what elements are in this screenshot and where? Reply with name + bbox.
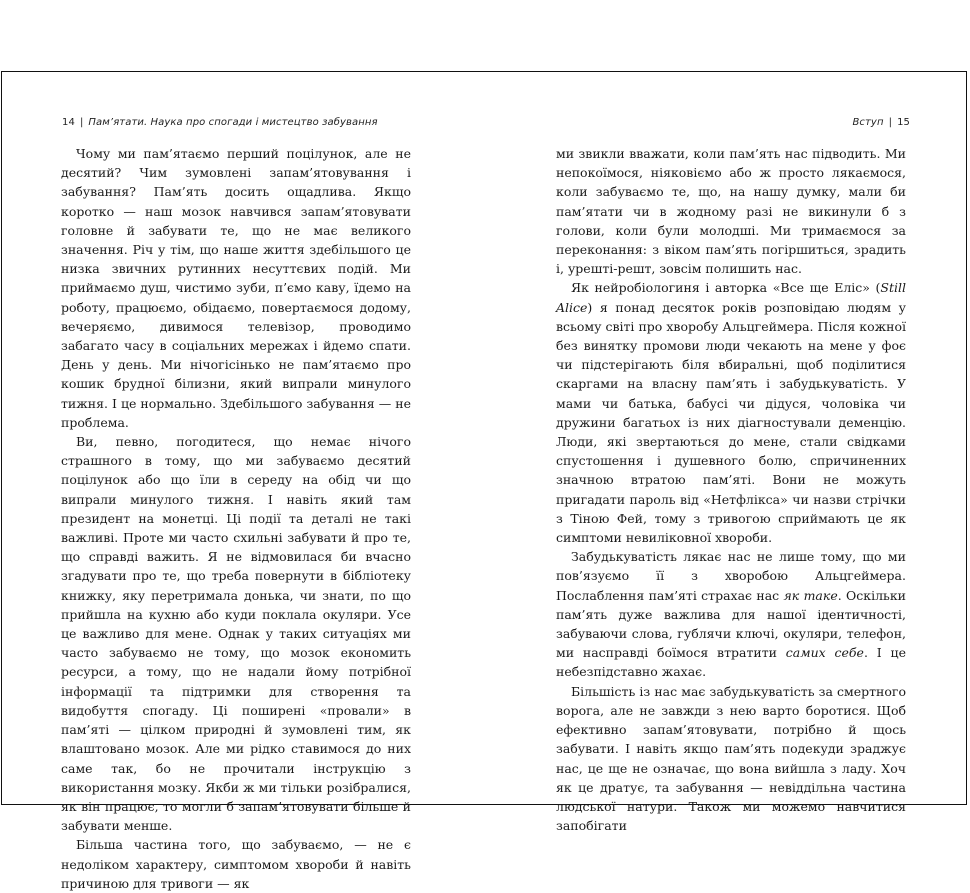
text-run: . Оскільки пам’ять дуже важлива для нашої ідентичності, забуваючи слова, гублячи ключі, окуляри, телефон, ми насправді боїмося втратити	[556, 587, 907, 661]
text-run: Як нейробіологиня і авторка «Все ще Еліс» (	[571, 280, 881, 296]
text-run: ) я понад десяток років розповідаю людям у всьому світі про хворобу Альцгеймера. Після кожної без винятку промови люди чекають на мене у фоє чи підстерігають біля вбиральні, щоб поділитися скаргами на власну пам’ять і забудькуватість. У мами чи батька, бабусі чи дідуся, чоловіка чи дружини багатьох із них діагностували деменцію. Люди, які звертаються до мене, стали свідками спустошення і душевного болю, спричиненних значною втратою пам’яті. Вони не можуть пригадати пароль від «Нетфлікса» чи назви стрічки з Тіною Фей, тому з тривогою сприймають це як симптоми невиліковної хвороби.	[556, 299, 906, 546]
paragraph: Чому ми пам’ятаємо перший поцілунок, але не десятий? Чим зумовлені запам’ятовування і забування? Пам’ять досить ощадлива. Якщо коротко — наш мозок навчився запам’ятовувати головне й забувати те, що не має великого значення. Річ у тім, що наше життя здебільшого це низка звичних рутинних несуттєвих подій. Ми приймаємо душ, чистимо зуби, п’ємо каву, їдемо на роботу, працюємо, обідаємо, повертаємося додому, вечеряємо, дивимося телевізор, проводимо забагато часу в соціальних мережах і йдемо спати. День у день. Ми нічогісінько не пам’ятаємо про кошик брудної білизни, який випрали минулого тижня. І це нормально. Здебільшого забування — не проблема.	[61, 146, 411, 430]
italic-run: самих себе	[785, 645, 864, 661]
text-run: Забудькуватість лякає нас не лише тому, що ми пов’язуємо її з хворобою Альцгеймера. Послаблення пам’яті страхає нас	[556, 549, 906, 603]
paragraph	[556, 547, 906, 681]
paragraph	[556, 278, 906, 547]
book-spread	[1, 71, 967, 891]
paragraph: Ви, певно, погодитеся, що немає нічого страшного в тому, що ми забуваємо десятий поцілунок або що їли в середу на обід чи що випрали минулого тижня. І навіть який там президент на монетці. Ці події та деталі не такі важливі. Проте ми часто схильні забувати й про те, що справді важить. Я не відмовилася би вчасно згадувати про те, що треба повернути в бібліотеку книжку, яку перетримала донька, чи знати, по що прийшла на кухню або куди поклала окуляри. Усе це важливо для мене. Однак у таких ситуаціях ми часто забуваємо не тому, що мозок економить ресурси, а тому, що не надали йому потрібної інформації та підтримки для створення та видобуття спогаду. Ці поширені «провали» в пам’яті — цілком природні й зумовлені тим, як влаштовано мозок. Але ми рідко ставимося до них саме так, бо не прочитали інструкцію з використання мозку. Якби ж ми тільки розібралися, як він працює, то могли б запам’ятовувати більше й забувати менше.	[61, 434, 411, 834]
paragraph: Більшість із нас має забудькуватість за смертного ворога, але не завжди з нею варто боротися. Щоб ефективно запам’ятовувати, потрібно й щось забувати. І навіть якщо пам’ять подекуди зраджує нас, це ще не означає, що вона вийшла з ладу. Хоч як це дратує, та забування — невіддільна частина людської натури. Також ми можемо навчитися запобігати	[556, 683, 906, 834]
paragraph-continuation: ми звикли вважати, коли пам’ять нас підводить. Ми непокоїмося, ніяковіємо або ж просто лякаємося, коли забуваємо те, що, на нашу думку, мали би пам’ятати чи в жодному разі не викинули б з голови, коли були молодші. Ми тримаємося за переконання: з віком пам’ять погіршиться, зрадить і, урешті-решт, зовсім полишить нас.	[556, 146, 906, 277]
italic-run: Still Alice	[556, 280, 906, 315]
right-page-number: 15	[897, 117, 910, 128]
separator: |	[888, 117, 893, 128]
italic-run: як таке	[783, 587, 838, 603]
left-page-number: 14	[62, 117, 75, 128]
right-page-text	[556, 144, 906, 835]
running-head-right	[852, 117, 910, 128]
left-page-text	[61, 144, 411, 893]
running-head-left	[62, 117, 378, 128]
separator: |	[79, 117, 84, 128]
text-run: . І це небезпідставно жахає.	[556, 645, 906, 680]
chapter-title: Вступ	[852, 117, 884, 128]
book-title: Пам’ятати. Наука про спогади і мистецтво забування	[88, 117, 378, 128]
paragraph: Більша частина того, що забуваємо, — не є недоліком характеру, симптомом хвороби й навіть причиною для тривоги — як	[61, 837, 411, 891]
